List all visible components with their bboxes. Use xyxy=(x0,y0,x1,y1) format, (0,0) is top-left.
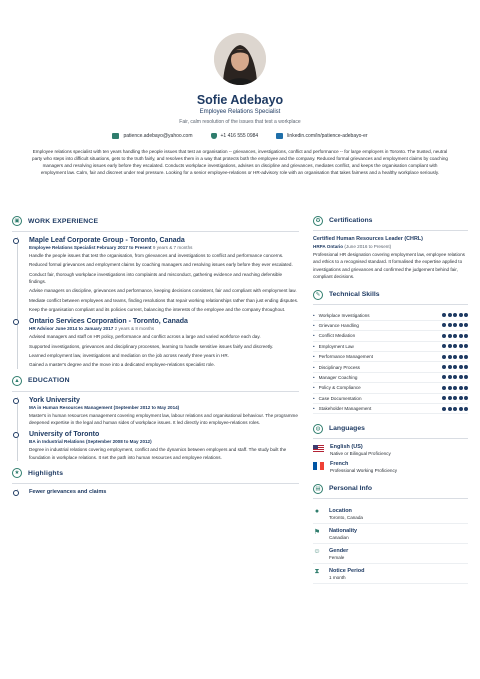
star-icon: ★ xyxy=(12,468,22,478)
phone-icon xyxy=(211,133,217,139)
divider xyxy=(12,231,299,232)
level-dot xyxy=(448,344,452,348)
bullet: Advise managers on discipline, grievances and performance, keeping decisions consistent, fair and compliant with employment law. xyxy=(29,288,297,294)
level-dot xyxy=(442,386,446,390)
company: Ontario Services Corporation - Toronto, Canada xyxy=(29,318,188,326)
level-dot xyxy=(459,334,463,338)
pi-label: Location xyxy=(329,508,352,515)
skill-name: • Workplace Investigations xyxy=(313,313,370,318)
school: University of Toronto xyxy=(29,431,100,439)
skill-level-dots xyxy=(442,344,468,348)
level-dot xyxy=(453,396,457,400)
personal-item-location xyxy=(313,504,468,524)
flag-icon: ⚑ xyxy=(313,529,321,537)
personal-item-notice xyxy=(313,564,468,584)
education-desc: Master's in human resources management covering employment law, labour relations and organisational behaviour. The programme deepened expertise in the legal and human sides of workplace issues. It led directly into employee-relations roles. xyxy=(29,412,298,426)
level-dot xyxy=(442,313,446,317)
skill-row xyxy=(313,310,468,320)
bullet: Handle the people issues that test the organisation, from grievances and investigations to conflict and performance concerns. xyxy=(29,253,284,258)
timeline-dot xyxy=(13,432,19,438)
level-dot xyxy=(464,313,468,317)
level-dot xyxy=(453,355,457,359)
skill-row xyxy=(313,362,468,372)
level-dot xyxy=(459,386,463,390)
level-dot xyxy=(442,365,446,369)
role: HR Advisor xyxy=(29,326,54,332)
skill-name: • Performance Management xyxy=(313,354,373,359)
level-dot xyxy=(453,375,457,379)
skill-row xyxy=(313,352,468,362)
level-dot xyxy=(442,396,446,400)
globe-icon: ◍ xyxy=(313,424,323,434)
experience-timeline xyxy=(12,237,299,369)
job-title: Employee Relations Specialist xyxy=(199,109,281,115)
level-dot xyxy=(464,407,468,411)
timeline-dot xyxy=(13,319,19,325)
education-title: EDUCATION xyxy=(28,377,70,385)
role-line xyxy=(29,326,299,331)
linkedin-text: linkedin.com/in/patience-adebayo-er xyxy=(287,133,368,139)
degree: MA in Human Resources Management xyxy=(29,404,113,410)
skill-row xyxy=(313,394,468,404)
skills-heading xyxy=(313,288,468,301)
experience-title: WORK EXPERIENCE xyxy=(28,217,99,225)
bullet: Reduced formal grievances and employment claims by coaching managers and resolving issues early before they ever escalated. xyxy=(29,262,293,268)
languages-title: Languages xyxy=(329,425,365,433)
skill-level-dots xyxy=(442,323,468,327)
level-dot xyxy=(453,386,457,390)
skill-row xyxy=(313,383,468,393)
pi-label: Nationality xyxy=(329,528,358,535)
email-text: patience.adebayo@yahoo.com xyxy=(123,133,193,139)
bullet: Conduct fair, thorough workplace investigations into complaints and misconduct, gathering evidence and reaching defensible findings. xyxy=(29,271,283,285)
degree: BA in Industrial Relations xyxy=(29,439,85,445)
email-contact[interactable] xyxy=(112,133,192,139)
left-column xyxy=(12,214,299,584)
dates: (September 2012 to May 2014) xyxy=(113,404,180,410)
language-level: Professional Working Proficiency xyxy=(330,468,398,474)
level-dot xyxy=(459,396,463,400)
level-dot xyxy=(464,344,468,348)
level-dot xyxy=(459,375,463,379)
highlights-timeline xyxy=(12,489,299,495)
level-dot xyxy=(464,365,468,369)
timeline-dot xyxy=(13,490,19,496)
level-dot xyxy=(442,323,446,327)
phone-text: +1 416 555 0984 xyxy=(220,133,259,139)
skill-name: • Employment Law xyxy=(313,344,354,349)
dates: (September 2008 to May 2012) xyxy=(86,439,152,445)
pi-value: Toronto, Canada xyxy=(329,515,363,521)
level-dot xyxy=(459,407,463,411)
email-icon xyxy=(112,133,119,139)
right-column xyxy=(313,214,468,584)
level-dot xyxy=(442,344,446,348)
duration: 2 years & 8 months xyxy=(114,326,155,332)
experience-heading xyxy=(12,214,299,228)
level-dot xyxy=(453,344,457,348)
location-pin-icon: ● xyxy=(314,508,320,516)
level-dot xyxy=(448,396,452,400)
phone-contact[interactable] xyxy=(211,133,259,139)
level-dot xyxy=(464,396,468,400)
skills-title: Technical Skills xyxy=(329,291,380,299)
level-dot xyxy=(464,334,468,338)
education-timeline xyxy=(12,397,299,461)
bullet: Supported investigations, grievances and disciplinary processes, learning to handle sensitive issues fairly and discreetly. xyxy=(29,343,274,349)
skill-level-dots xyxy=(442,313,468,317)
level-dot xyxy=(448,355,452,359)
skill-row xyxy=(313,321,468,331)
skill-row xyxy=(313,342,468,352)
highlights-title: Highlights xyxy=(28,469,64,477)
company: Maple Leaf Corporate Group - Toronto, Canada xyxy=(29,237,185,244)
bullet: Mediate conflict between employees and teams, finding resolutions that repair working relationships rather than just ending disputes. xyxy=(29,297,299,303)
skills-list xyxy=(313,310,468,414)
level-dot xyxy=(453,365,457,369)
divider xyxy=(313,438,468,439)
timeline-dot xyxy=(13,398,19,404)
timeline-dot xyxy=(13,238,19,244)
cert-title: Certified Human Resources Leader (CHRL) xyxy=(313,236,423,242)
personal-heading xyxy=(313,482,468,495)
cert-dates: (June 2016 to Present) xyxy=(344,244,392,249)
education-desc: Degree in industrial relations covering employment, conflict and the dynamics between employers and staff. The study built the foundation in workplace relations. It set the path into human resources and employee relations. xyxy=(29,447,287,460)
role-line xyxy=(29,245,299,250)
divider xyxy=(12,483,299,484)
duration: 9 years & 7 months xyxy=(152,245,193,250)
hourglass-icon: ⧗ xyxy=(314,568,320,576)
level-dot xyxy=(464,386,468,390)
level-dot xyxy=(442,355,446,359)
level-dot xyxy=(453,334,457,338)
skill-row xyxy=(313,404,468,414)
level-dot xyxy=(459,344,463,348)
education-entry xyxy=(29,397,299,427)
languages-heading xyxy=(313,422,468,435)
language-name: English (US) xyxy=(330,444,363,451)
cert-issuer: HRPA Ontario xyxy=(313,244,344,249)
tagline: Fair, calm resolution of the issues that test a workplace xyxy=(179,119,301,125)
divider xyxy=(313,304,468,305)
level-dot xyxy=(459,355,463,359)
level-dot xyxy=(442,375,446,379)
divider xyxy=(12,391,299,392)
skill-row xyxy=(313,331,468,341)
contact-bar xyxy=(12,133,468,139)
degree-line xyxy=(29,439,299,444)
language-item xyxy=(313,444,468,456)
level-dot xyxy=(448,375,452,379)
certifications-heading xyxy=(313,214,468,227)
level-dot xyxy=(459,323,463,327)
experience-entry xyxy=(29,237,299,313)
bullet: Keep the organisation compliant and its policies current, balancing the interests of the employee and the company throughout. xyxy=(29,307,286,313)
candidate-name: Sofie Adebayo xyxy=(196,93,284,107)
personal-item-gender xyxy=(313,544,468,564)
personal-title: Personal Info xyxy=(329,485,373,493)
experience-entry xyxy=(29,318,299,368)
level-dot xyxy=(464,355,468,359)
personal-item-nationality xyxy=(313,524,468,544)
highlights-heading xyxy=(12,466,299,480)
level-dot xyxy=(448,386,452,390)
profile-photo xyxy=(214,33,266,85)
linkedin-icon xyxy=(276,133,283,139)
skill-level-dots xyxy=(442,355,468,359)
pi-label: Gender xyxy=(329,548,349,555)
dates: June 2014 to January 2017 xyxy=(55,326,114,332)
level-dot xyxy=(448,334,452,338)
profile-summary: Employee relations specialist with ten years handling the people issues that test an organisation -- grievances, investigations, conflict and performance -- for large employers in Toronto. The trusted, neutral party who steps into difficult situations, gets to the truth fairly, and resolves them in a way that protects both the employee and the company. Reduced formal grievances and employment claims by coaching managers and resolving issues early before they escalated. Conducts workplace investigations, advises on discipline and grievances, mediates conflict, and keeps the organisation compliant with employment law. Calm, fair and discreet under real pressure. Looking for a senior employee-relations or HR-advisory role with an organisation that takes fairness and a healthy workplace seriously. xyxy=(32,149,448,176)
level-dot xyxy=(453,407,457,411)
education-entry xyxy=(29,431,299,461)
bullet: Learned employment law, investigations and mediation on the job across nearly three years in HR. xyxy=(29,353,229,359)
skill-row xyxy=(313,373,468,383)
skill-level-dots xyxy=(442,407,468,411)
bullet: Gained a master's degree and the move into a dedicated employee-relations specialist role. xyxy=(29,362,216,368)
skill-name: • Case Documentation xyxy=(313,396,362,401)
france-flag-icon xyxy=(313,462,324,470)
skill-name: • Conflict Mediation xyxy=(313,333,355,338)
role: Employee Relations Specialist xyxy=(29,245,96,250)
pi-value: 1 month xyxy=(329,575,346,581)
language-name: French xyxy=(330,461,349,468)
bullet: Advised managers and staff on HR policy, performance and conflict across a large and varied workforce each day. xyxy=(29,334,261,340)
language-item xyxy=(313,461,468,473)
level-dot xyxy=(448,313,452,317)
level-dot xyxy=(442,334,446,338)
education-heading xyxy=(12,374,299,388)
skill-name: • Manager Coaching xyxy=(313,375,357,380)
degree-line xyxy=(29,405,299,410)
level-dot xyxy=(453,323,457,327)
certificate-icon: ✪ xyxy=(313,216,323,226)
level-dot xyxy=(464,375,468,379)
skill-level-dots xyxy=(442,386,468,390)
level-dot xyxy=(448,365,452,369)
skill-name: • Grievance Handling xyxy=(313,323,359,328)
level-dot xyxy=(464,323,468,327)
skill-level-dots xyxy=(442,396,468,400)
resume-header xyxy=(12,0,468,176)
person-icon: ☺ xyxy=(313,548,321,556)
graduation-cap-icon: ▲ xyxy=(12,376,22,386)
level-dot xyxy=(459,365,463,369)
highlight-text: Fewer grievances and claims xyxy=(29,489,107,496)
skill-name: • Policy & Compliance xyxy=(313,385,361,390)
level-dot xyxy=(448,323,452,327)
tools-icon: ✎ xyxy=(313,290,323,300)
pi-label: Notice Period xyxy=(329,568,365,575)
skill-name: • Stakeholder Management xyxy=(313,406,371,411)
level-dot xyxy=(453,313,457,317)
dates: February 2017 to Present xyxy=(96,245,152,250)
cert-issuer-line xyxy=(313,244,468,249)
linkedin-contact[interactable] xyxy=(276,133,367,139)
briefcase-icon: ▣ xyxy=(12,216,22,226)
cert-desc: Professional HR designation covering employment law, employee relations and ethics to a recognised standard. It formalised the expertise applied to investigations and grievances and confirmed the judgement behind fair, compliant decisions. xyxy=(313,252,465,280)
id-card-icon: ▤ xyxy=(313,484,323,494)
skill-name: • Disciplinary Process xyxy=(313,365,360,370)
skill-level-dots xyxy=(442,334,468,338)
skill-level-dots xyxy=(442,375,468,379)
divider xyxy=(313,498,468,499)
divider xyxy=(313,230,468,231)
skill-level-dots xyxy=(442,365,468,369)
level-dot xyxy=(459,313,463,317)
pi-value: Female xyxy=(329,555,345,561)
level-dot xyxy=(448,407,452,411)
pi-value: Canadian xyxy=(329,535,349,541)
resume-body xyxy=(12,214,468,584)
highlight-entry xyxy=(29,489,299,495)
language-level: Native or Bilingual Proficiency xyxy=(330,451,391,457)
certifications-title: Certifications xyxy=(329,217,373,224)
school: York University xyxy=(29,396,80,404)
us-flag-icon xyxy=(313,445,324,453)
level-dot xyxy=(442,407,446,411)
